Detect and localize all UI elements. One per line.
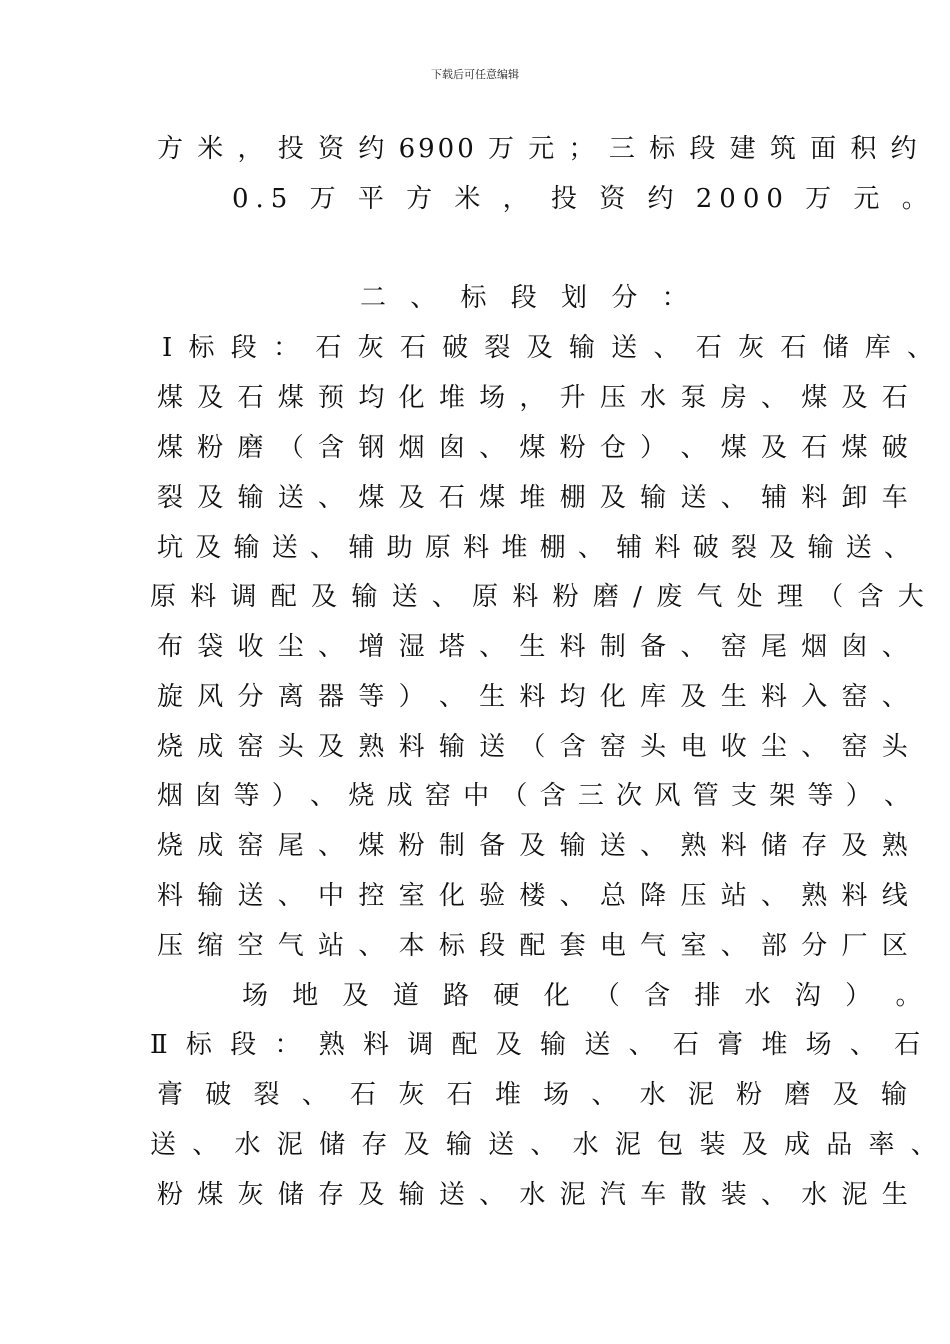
text-line: Ⅱ 标 段 ： 熟 料 调 配 及 输 送 、 石 膏 堆 场 、 石	[150, 1030, 926, 1060]
text-line: 烧 成 窑 头 及 熟 料 输 送 （ 含 窑 头 电 收 尘 、 窑 头	[157, 732, 911, 762]
text-line: 煤 及 石 煤 预 均 化 堆 场 ， 升 压 水 泵 房 、 煤 及 石	[157, 383, 911, 413]
text-line: 布 袋 收 尘 、 增 湿 塔 、 生 料 制 备 、 窑 尾 烟 囱 、	[157, 632, 911, 662]
text-line: 坑 及 输 送 、 辅 助 原 料 堆 棚 、 辅 料 破 裂 及 输 送 、	[157, 533, 913, 563]
text-line: 烧 成 窑 尾 、 煤 粉 制 备 及 输 送 、 熟 料 储 存 及 熟	[157, 831, 911, 861]
section-heading: 二 、 标 段 划 分 ：	[360, 283, 696, 313]
text-line: 膏 破 裂 、 石 灰 石 堆 场 、 水 泥 粉 磨 及 输	[157, 1080, 914, 1110]
text-line: 烟 囱 等 ） 、 烧 成 窑 中 （ 含 三 次 风 管 支 架 等 ） 、	[157, 781, 913, 811]
text-line: 裂 及 输 送 、 煤 及 石 煤 堆 棚 及 输 送 、 辅 料 卸 车	[157, 483, 911, 513]
text-line: 方 米 ， 投 资 约 6900 万 元 ； 三 标 段 建 筑 面 积 约	[157, 134, 920, 164]
text-line: 旋 风 分 离 器 等 ） 、 生 料 均 化 库 及 生 料 入 窑 、	[157, 682, 911, 712]
page-header: 下载后可任意编辑	[431, 68, 519, 81]
text-line: 送 、 水 泥 储 存 及 输 送 、 水 泥 包 装 及 成 品 率 、	[150, 1130, 941, 1160]
text-line: 粉 煤 灰 储 存 及 输 送 、 水 泥 汽 车 散 装 、 水 泥 生	[157, 1180, 911, 1210]
text-line: 煤 粉 磨 （ 含 钢 烟 囱 、 煤 粉 仓 ） 、 煤 及 石 煤 破	[157, 433, 911, 463]
text-line: 原 料 调 配 及 输 送 、 原 料 粉 磨 / 废 气 处 理 （ 含 大	[150, 582, 927, 612]
text-line: 压 缩 空 气 站 、 本 标 段 配 套 电 气 室 、 部 分 厂 区	[157, 931, 911, 961]
text-line: 场 地 及 道 路 硬 化 （ 含 排 水 沟 ） 。	[242, 981, 930, 1011]
text-line: Ⅰ 标 段 ： 石 灰 石 破 裂 及 输 送 、 石 灰 石 储 库 、	[162, 333, 938, 363]
text-line: 0.5 万 平 方 米 ， 投 资 约 2000 万 元 。	[232, 184, 935, 214]
text-line: 料 输 送 、 中 控 室 化 验 楼 、 总 降 压 站 、 熟 料 线	[157, 881, 911, 911]
